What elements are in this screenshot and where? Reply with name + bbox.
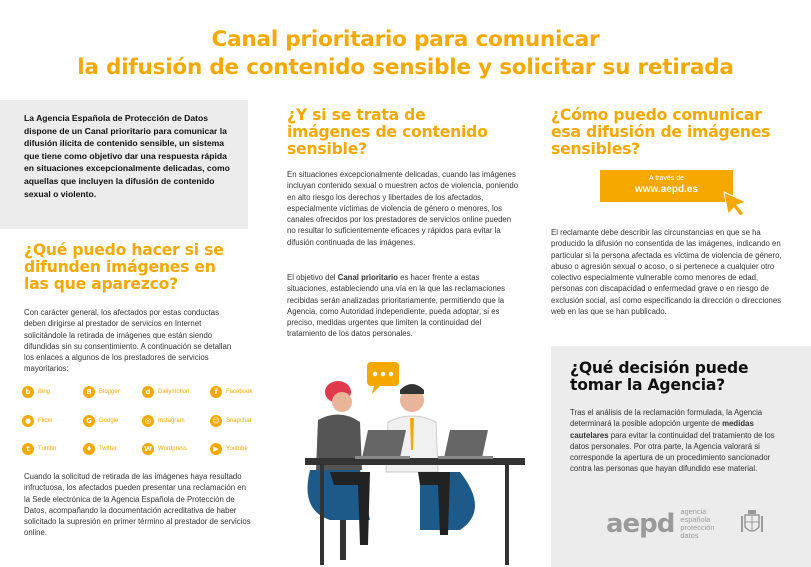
service-label: Google [99,418,119,424]
logo-line: datos [680,531,699,540]
dailymotion-icon: d [142,386,154,398]
service-link-snapchat[interactable] [210,415,251,427]
service-link-tumblr[interactable] [22,443,56,455]
link-caption: A través de [648,175,685,182]
service-link-bing[interactable] [22,386,50,398]
service-label: Dailymotion [158,389,190,395]
logo-line: agencia [680,507,707,516]
service-link-flickr[interactable] [22,415,52,427]
text-run: es hacer frente a estas situaciones, estableciendo una vía en la que las reclamaciones recibidas serán analizadas prioritariamente, permitiendo que la Agencia, como Autoridad independiente, pueda adoptar, si es preciso, medidas urgentes que limiten la continuidad del tratamiento de los datos personales. [287,273,506,339]
section2-paragraph-1: En situaciones excepcionalmente delicadas, cuando las imágenes incluyan contenido sexual o muestren actos de violencia, poniendo en alto riesgo los derechos y libertades de los afectados, especialmente víctimas de violencia de género o menores, los canales ofrecidos por los prestadores de servicios online pueden no resultar lo suficientemente eficaces y rápidos para evitar la difusión continuada de las imágenes. [287,170,519,247]
bold-run: medidas cautelares [570,419,754,440]
service-link-google[interactable] [83,415,118,427]
wordpress-icon: W [142,443,154,455]
youtube-icon: ▶ [210,443,222,455]
title-line-1: Canal prioritario para comunicar [211,27,600,52]
logo-text [680,508,714,540]
illustration-people-laptops [300,360,545,567]
section1-heading: ¿Qué puedo hacer si se difunden imágenes en las que aparezco? [24,241,224,293]
service-label: Snapchat [226,418,252,424]
section1-paragraph: Con carácter general, los afectados por estas conductas deben dirigirse al prestador de servicios en Internet solicitándole la retirada de imágenes que están siendo difundidas sin su consentimiento. A continuación se detallan los enlaces a algunos de los prestadores de servicios mayoritarios: [24,308,232,374]
service-label: Twitter [99,446,117,452]
service-link-youtube[interactable] [210,443,248,455]
service-label: Wordpress [158,446,187,452]
cursor-icon [722,190,750,218]
service-label: Facebook [226,389,253,395]
service-label: Tumblr [38,446,57,452]
link-url: www.aepd.es [635,184,698,195]
text-run: Tras el análisis de la reclamación formulada, la Agencia determinará la posible adopción urgente de [570,408,763,429]
instagram-icon: ◎ [142,415,154,427]
service-link-dailymotion[interactable] [142,386,189,398]
title-line-2: la difusión de contenido sensible y solicitar su retirada [77,55,734,80]
section3-paragraph: El reclamante debe describir las circunstancias en que se ha producido la difusión no consentida de las imágenes, indicando en particular si la persona afectada es víctima de violencia de género, abuso o agresión sexual o acoso, o si pertenece a cualquier otro colectivo especialmente vulnerable como menores de edad, personas con discapacidad o enfermedad grave o en riesgo de exclusión social, así como especificando la dirección o direcciones web en las que se han publicado. [551,228,782,317]
section2-paragraph-2 [287,272,519,340]
aepd-website-button[interactable] [600,170,733,202]
text-run: para evitar la continuidad del tratamiento de los datos personales. Por otra parte, la Agencia valorará si corresponde la apertura de un procedimiento sancionador contra las personas que hayan difundido ese material. [570,430,775,474]
section3-heading: ¿Cómo puedo comunicar esa difusión de imágenes sensibles? [551,106,771,158]
service-link-wordpress[interactable] [142,443,187,455]
bing-icon: b [22,386,34,398]
logo-line: española [680,515,711,524]
facebook-icon: f [210,386,222,398]
section2-heading: ¿Y si se trata de imágenes de contenido sensible? [287,106,488,158]
section4-heading: ¿Qué decisión puede tomar la Agencia? [570,359,749,394]
page-title [0,26,811,82]
service-link-facebook[interactable] [210,386,252,398]
spain-coat-of-arms-icon [740,508,764,538]
service-link-instagram[interactable] [142,415,185,427]
section1-footer: Cuando la solicitud de retirada de las imágenes haya resultado infructuosa, los afectados pueden presentar una reclamación en la Sede electrónica de la Agencia Española de Protección de Datos, acompañando la documentación acreditativa de haber solicitado la supresión en primer término al prestador de servicios online. [24,472,251,538]
intro-text: La Agencia Española de Protección de Datos dispone de un Canal prioritario para comunicar la difusión ilícita de contenido sensible, un sistema que tiene como objetivo dar una respuesta rápida en situaciones excepcionalmente delicadas, como aquellas que incluyen la difusión de contenido sexual o violento. [24,113,230,199]
tumblr-icon: t [22,443,34,455]
service-label: Bing [38,389,51,395]
service-label: Instagram [158,418,185,424]
section4-paragraph [570,407,785,475]
bold-run: Canal prioritario [337,273,398,282]
logo-line: protección [680,523,715,532]
service-label: Blogger [99,389,120,395]
aepd-logo [606,508,715,540]
text-run: El objetivo del [287,273,338,282]
service-label: Youtube [226,446,248,452]
flickr-icon: ● [22,415,34,427]
google-icon: G [83,415,95,427]
service-link-twitter[interactable] [83,443,117,455]
service-label: Flickr [38,418,53,424]
snapchat-icon: ☺ [210,415,222,427]
blogger-icon: B [83,386,95,398]
service-link-blogger[interactable] [83,386,120,398]
logo-mark: aepd [606,509,675,539]
twitter-icon: ♦ [83,443,95,455]
